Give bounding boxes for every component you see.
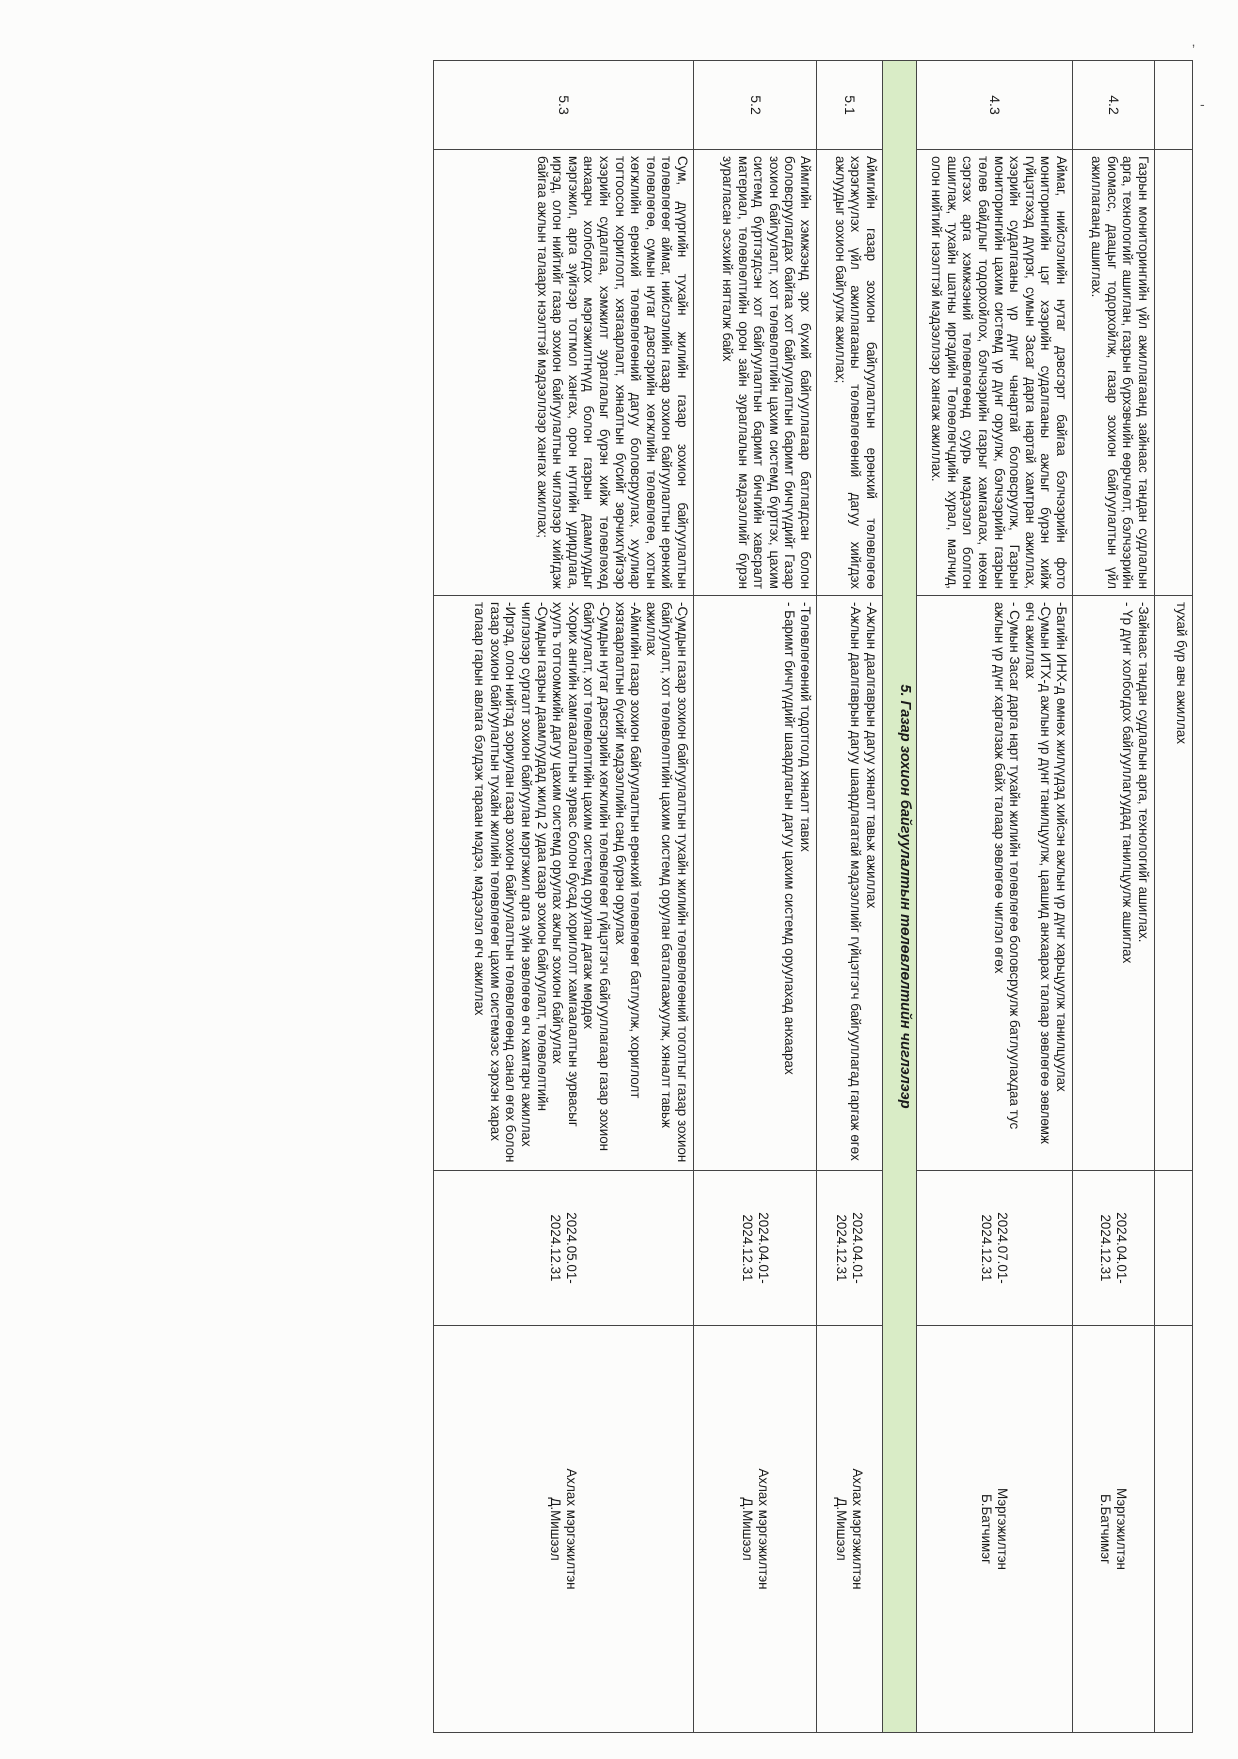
outcome-line: -Сумын ИТХ-д ажлын үр дүнг танилцуулж, цаашид анхаарах талаар зөвлөгөө зөвлөмж өгч ажиллах <box>1022 602 1054 1144</box>
outcome-line: -Иргэд, олон нийтэд зориулан газар зохион байгуулалтын төлөвлөгөөнд санал өгөх болон газар зохион байгуулалтын тухайн жилийн төлөвлөгөөг цахим системээс хэрхэн харах талаар гарын авлага бэлдэж тараан мэдээ, мэдээлэл өгч ажиллах <box>472 602 519 1163</box>
date-end: 2024.12.31 <box>548 1214 564 1282</box>
scan-mark: - <box>1200 96 1205 112</box>
table-row <box>917 61 1073 1733</box>
activity-cell: Сум, дүүргийн тухайн жилийн газар зохион байгуулалтын төлөвлөгөөг аймаг, нийслэлийн газар зохион байгуулалтын ерөнхий төлөвлөгөө, сумын нутаг дэвсгэрийн хөгжлийн төлөвлөгөө, хотын хөгжлийн ерөнхий төлөвлөгөөний дагуу боловсруулах, хуулиар тогтоосон хориглолт, хязгаарлалт, хяналтын бүсийг зөрчихгүйгээр хээрийн судалгаа, хэмжилт зураглалыг бүрэн хийж төлөвлөхөд анхаарч холбогдох мэргэжилтнүүд болон газрын даамлуудыг мэргэжил, арга зүйгээр тогтмол хангах, орон нутгийн удирдлага, иргэд, олон нийтийг газар зохион байгуулалтын чиглэлээр хийгдэж байгаа ажлын талаарх нээлттэй мэдээллээр хангах ажиллах; <box>434 150 694 596</box>
outcome-cell <box>917 596 1073 1171</box>
row-number: 5.3 <box>434 61 694 150</box>
outcome-cell <box>817 596 883 1171</box>
responsible-cell <box>917 1326 1073 1733</box>
date-end: 2024.12.31 <box>1098 1214 1114 1282</box>
responsible-cell <box>1155 1326 1193 1733</box>
outcome-line: -Төлөвлөгөөний тодотголд хяналт тавих <box>798 602 813 852</box>
date-cell <box>434 1171 694 1326</box>
outcome-line: тухай бүр авч ажиллах <box>1174 602 1189 745</box>
outcome-line: -Зайнаас тандан судлалын арга, технологийг ашиглах. <box>1136 602 1151 943</box>
responsible-name: Д.Мишээл <box>548 1497 564 1561</box>
table-row <box>1073 61 1155 1733</box>
section-5-title: 5. Газар зохион байгуулалтын төлөвлөлтийн чиглэлээр <box>883 61 917 1733</box>
outcome-line: -Аймгийн газар зохион байгуулалтын ерөнхий төлөвлөгөөг батлуулж, хориглолт хязгаарлалтын бүсийг мэдээллийн санд бүрэн оруулах <box>612 602 644 1099</box>
outcome-line: - Баримт бичгүүдийг шаардлагын дагуу цахим системд оруулахад анхаарах <box>782 602 798 1075</box>
rotated-plan-table <box>45 60 1193 1732</box>
activity-cell: Аймаг, нийслэлийн нутаг дэвсгэрт байгаа бэлчээрийн фото мониторингийн цэг хээрийн судалгааны ажлыг бүрэн хийж гүйцэтгэхэд дүүрэг, сумын Засаг дарга нартай хамтран ажиллах, хээрийн судалгааны үр дүнг чанартай боловсруулж, Газрын мониторингийн цахим системд үр дүнг оруулж, бэлчээрийн газрын төлөв байдлыг тодорхойлох, бэлчээрийн газрыг хамгаалах, нөхөн сэргээх арга хэмжээний төлөвлөгөөнд суурь мэдээлэл болгон ашиглаж, тухайн шатны иргэдийн Төлөөлөгчдийн хурал, малчид, олон нийтийг нээлттэй мэдээллээр хангаж ажиллах. <box>917 150 1073 596</box>
date-cell <box>917 1171 1073 1326</box>
responsible-name: Б.Батчимэг <box>979 1494 995 1564</box>
outcome-cell <box>434 596 694 1171</box>
activity-cell: Аймгийн газар зохион байгуулалтын ерөнхий төлөвлөгөө хэрэгжүүлэх үйл ажиллагааны төлөвлөгөөний дагуу хийгдэх ажлуудыг зохион байгуулж ажиллах; <box>817 150 883 596</box>
date-start: 2024.04.01- <box>850 1212 866 1284</box>
outcome-cell <box>694 596 817 1171</box>
row-number <box>1155 61 1193 150</box>
outcome-line: -Сумдын газар зохион байгуулалтын тухайн жилийн төлөвлөгөөний тоголтыг газар зохион байгуулалт, хот төлөвлөлтийн цахим системд оруулан баталгаажуулж, хяналт тавьж ажиллах <box>643 602 690 1163</box>
responsible-title: Ахлах мэргэжилтэн <box>564 1468 580 1590</box>
outcome-line: - Үр дүнг холбогдох байгууллагуудад танилцуулж ашиглах <box>1120 602 1136 964</box>
activity-cell <box>1155 150 1193 596</box>
responsible-title: Мэргэжилтэн <box>1114 1488 1130 1570</box>
date-end: 2024.12.31 <box>834 1214 850 1282</box>
date-cell <box>1155 1171 1193 1326</box>
responsible-name: Б.Батчимэг <box>1098 1494 1114 1564</box>
table-row <box>1155 61 1193 1733</box>
outcome-line: - Сумын Засаг дарга нарт тухайн жилийн төлөвлөгөө боловсруулж батлуулахдаа тус ажлын үр дүнг харгалзаж байх талаар зөвлөгөө чиглэл өгөх <box>991 602 1023 1130</box>
outcome-line: -Сумдын газрын даамлуудад жилд 2 удаа газар зохион байгуулалт, төлөвлөлтийн чиглэлээр сургалт зохион байгуулан мэргэжил арга зүйн зөвлөгөө өгч хамтарч ажиллах <box>519 602 550 1147</box>
row-number: 5.2 <box>694 61 817 150</box>
section-header-row <box>883 61 917 1733</box>
row-number: 4.2 <box>1073 61 1155 150</box>
activity-cell: Газрын мониторингийн үйл ажиллагаанд зайнаас тандан судлалын арга, технологийг ашиглан, газрын бүрхэвчийн өөрчлөлт, бэлчээрийн биомасс, даацыг тодорхойлж, газар зохион байгуулалтын үйл ажиллагаанд ашиглах. <box>1073 150 1155 596</box>
date-cell <box>694 1171 817 1326</box>
table-row <box>817 61 883 1733</box>
date-start: 2024.05.01- <box>564 1212 580 1284</box>
responsible-cell <box>1073 1326 1155 1733</box>
outcome-line: -Ажлын даалгаврын дагуу хяналт тавьж ажиллах <box>864 602 879 909</box>
row-number: 5.1 <box>817 61 883 150</box>
outcome-line: -Ажлын даалгаврын дагуу шаардлагатай мэдээллийг гүйцэтгэгч байгууллагад гаргаж өгөх <box>848 602 864 1161</box>
table-row <box>434 61 694 1733</box>
responsible-title: Мэргэжилтэн <box>995 1488 1011 1570</box>
date-cell <box>817 1171 883 1326</box>
outcome-line: -Сумдын нутаг дэвсгэрийн хөгжлийн төлөвлөгөөг гүйцэтгэгч байгууллагаар газар зохион байгуулалт, хот төлөвлөлтийн цахим системд оруулан дагаж мөрдөх <box>581 602 613 1152</box>
responsible-name: Д.Мишээл <box>740 1497 755 1561</box>
date-start: 2024.04.01- <box>1114 1212 1130 1284</box>
activity-cell: Аймгийн хэмжээнд эрх бүхий байгууллагаар батлагдсан болон боловсруулагдах байгаа хот байгуулалтын баримт бичгүүдийг Газар зохион байгуулалт, хот төлөвлөлтийн цахим системд бүртгэх, цахим системд бүртгэгдсэн хот байгуулалтын баримт бичгийн хавсралт материал, төлөвлөлтийн орон зайн зураглалын мэдээллийг бүрэн зурагласан эсэхийг нягталж байх <box>694 150 817 596</box>
scan-mark: ʼ <box>1192 42 1196 58</box>
responsible-cell <box>434 1326 694 1733</box>
outcome-cell <box>1155 596 1193 1171</box>
date-start: 2024.07.01- <box>995 1212 1011 1284</box>
outcome-line: -Хорих ангийн хамгаалалтын зурвас болон бусад хориглолт хамгаалалтын зурвасыг хуулъ тогтоомжийн дагуу цахим системд оруулах ажлыг зохион байгуулах <box>550 602 581 1127</box>
plan-table <box>433 60 1193 1733</box>
date-end: 2024.12.31 <box>740 1214 755 1282</box>
outcome-cell <box>1073 596 1155 1171</box>
responsible-title: Ахлах мэргэжилтэн <box>755 1468 771 1590</box>
outcome-line: -Багийн ИНХ-д өмнөх жилүүдэд хийсэн ажлын үр дүнг харьцуулж танилцуулах <box>1054 602 1069 1092</box>
table-row <box>694 61 817 1733</box>
date-start: 2024.04.01- <box>755 1212 771 1284</box>
responsible-name: Д.Мишээл <box>834 1497 850 1561</box>
responsible-cell <box>817 1326 883 1733</box>
date-cell <box>1073 1171 1155 1326</box>
date-end: 2024.12.31 <box>979 1214 995 1282</box>
row-number: 4.3 <box>917 61 1073 150</box>
responsible-title: Ахлах мэргэжилтэн <box>850 1468 866 1590</box>
responsible-cell <box>694 1326 817 1733</box>
